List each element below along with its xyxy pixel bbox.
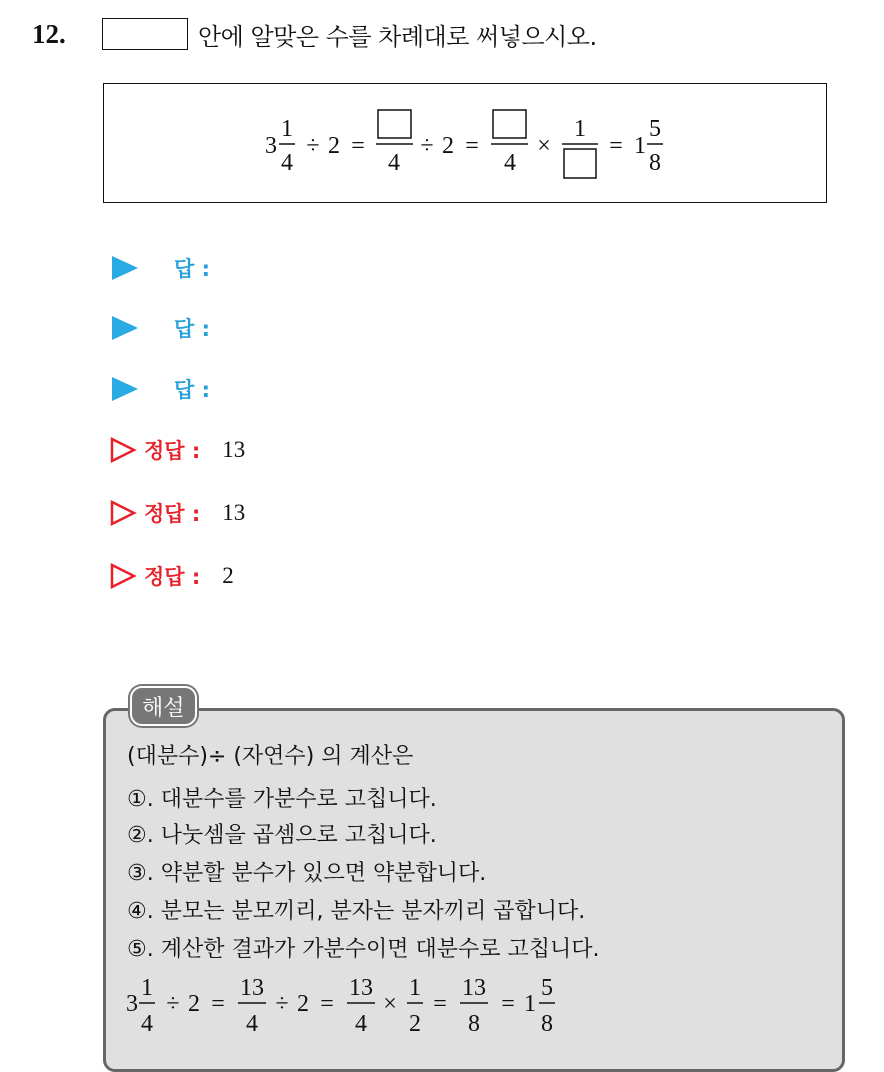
play-icon	[112, 377, 138, 401]
ex-equals-4: =	[501, 991, 515, 1017]
answer-row[interactable]	[108, 248, 210, 288]
ex-num1: 1	[141, 975, 153, 1001]
equation-box	[103, 83, 827, 203]
eq-den1: 4	[281, 150, 293, 176]
ex-equals: =	[211, 991, 225, 1017]
explanation-line: ⑤. 계산한 결과가 가분수이면 대분수로 고칩니다.	[127, 937, 600, 962]
ex-whole: 3	[126, 991, 138, 1017]
explanation-line: ①. 대분수를 가분수로 고칩니다.	[127, 787, 437, 812]
ex-div-sign: ÷	[166, 991, 180, 1017]
correct-answer-row	[108, 430, 245, 470]
answer-row[interactable]	[108, 369, 210, 409]
eq-div-sign-2: ÷	[420, 133, 434, 159]
play-icon	[112, 316, 138, 340]
ex-num3: 13	[349, 975, 373, 1001]
answer-label: 답 :	[174, 257, 210, 281]
ex-num4: 1	[409, 975, 421, 1001]
explanation-line: ④. 분모는 분모끼리, 분자는 분자끼리 곱합니다.	[127, 899, 586, 924]
ex-divisor-2: 2	[297, 991, 309, 1017]
answer-blank-3[interactable]	[564, 149, 596, 178]
eq-div-sign: ÷	[306, 133, 320, 159]
answer-label: 답 :	[174, 378, 210, 402]
equation	[104, 84, 828, 204]
ex-den4: 2	[409, 1011, 421, 1037]
ex-div-sign-2: ÷	[275, 991, 289, 1017]
eq-divisor: 2	[328, 133, 340, 159]
ex-equals-2: =	[320, 991, 334, 1017]
correct-label: 정답 :	[144, 502, 201, 526]
ex-den3: 4	[355, 1011, 367, 1037]
ex-den5: 8	[468, 1011, 480, 1037]
eq-num4: 1	[574, 116, 586, 142]
explanation-equation	[118, 970, 578, 1040]
answer-label: 답 :	[174, 317, 210, 341]
correct-answer-row	[108, 493, 245, 533]
ex-equals-3: =	[433, 991, 447, 1017]
explanation-tag: 해설	[130, 686, 197, 726]
eq-equals-3: =	[609, 133, 623, 159]
answer-blank-2[interactable]	[493, 110, 526, 138]
blank-box	[102, 18, 188, 50]
play-icon	[112, 256, 138, 280]
question-text: 안에 알맞은 수를 차례대로 써넣으시오.	[198, 22, 597, 51]
outline-play-icon	[108, 435, 138, 465]
ex-result-num: 5	[541, 975, 553, 1001]
question-line	[32, 14, 597, 54]
answer-blank-1[interactable]	[378, 110, 411, 138]
ex-times: ×	[383, 991, 397, 1017]
eq-divisor-2: 2	[442, 133, 454, 159]
ex-den1: 4	[141, 1011, 153, 1037]
eq-equals: =	[351, 133, 365, 159]
outline-play-icon	[108, 498, 138, 528]
eq-times: ×	[537, 133, 551, 159]
correct-value: 13	[222, 500, 246, 525]
eq-result-num: 5	[649, 116, 661, 142]
eq-result-whole: 1	[634, 133, 646, 159]
ex-divisor: 2	[188, 991, 200, 1017]
eq-result-den: 8	[649, 150, 661, 176]
ex-num5: 13	[462, 975, 486, 1001]
explanation-line: ②. 나눗셈을 곱셈으로 고칩니다.	[127, 823, 437, 848]
ex-den2: 4	[246, 1011, 258, 1037]
correct-label: 정답 :	[144, 439, 201, 463]
eq-equals-2: =	[465, 133, 479, 159]
eq-whole: 3	[265, 133, 277, 159]
answer-row[interactable]	[108, 308, 210, 348]
outline-play-icon	[108, 561, 138, 591]
eq-den2: 4	[388, 150, 400, 176]
ex-result-whole: 1	[524, 991, 536, 1017]
correct-value: 13	[222, 437, 246, 462]
explanation-line: (대분수)÷ (자연수) 의 계산은	[127, 744, 414, 769]
correct-label: 정답 :	[144, 565, 201, 589]
question-number: 12.	[32, 18, 66, 49]
eq-num1: 1	[281, 116, 293, 142]
correct-value: 2	[222, 563, 234, 588]
ex-result-den: 8	[541, 1011, 553, 1037]
ex-num2: 13	[240, 975, 264, 1001]
correct-answer-row	[108, 556, 234, 596]
explanation-line: ③. 약분할 분수가 있으면 약분합니다.	[127, 861, 487, 886]
eq-den3: 4	[504, 150, 516, 176]
